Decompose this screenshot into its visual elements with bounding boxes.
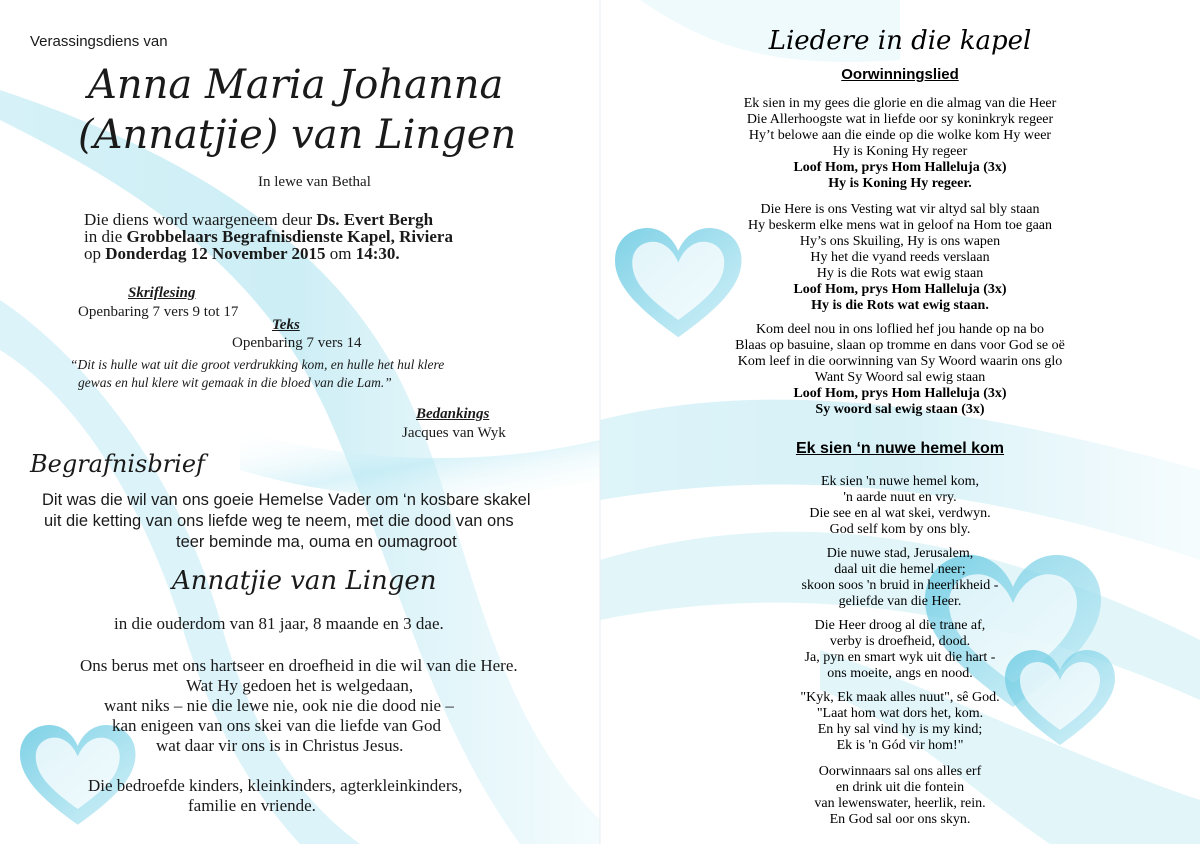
song-1-line: Kom leef in die oorwinning van Sy Woord waarin ons glo bbox=[737, 354, 1063, 369]
header-label: Verassingsdiens van bbox=[30, 33, 168, 50]
song-1-chorus: Sy woord sal ewig staan (3x) bbox=[815, 402, 985, 417]
letter-line: teer beminde ma, ouma en oumagroot bbox=[176, 533, 457, 551]
letter-heading: Begrafnisbrief bbox=[30, 450, 205, 478]
name-line-2: (Annatjie) van Lingen bbox=[78, 112, 517, 158]
quote-line-2: gewas en hul klere wit gemaak in die bloed van die Lam.” bbox=[78, 375, 392, 390]
letter-line: uit die ketting van ons liefde weg te neem, met die dood van ons bbox=[44, 512, 514, 530]
song-2-line: Die nuwe stad, Jerusalem, bbox=[826, 546, 974, 561]
song-1-title: Oorwinningslied bbox=[841, 66, 959, 83]
song-2-line: 'n aarde nuut en vry. bbox=[843, 490, 957, 505]
song-1-line: Kom deel nou in ons loflied hef jou hande op na bo bbox=[755, 322, 1045, 337]
song-2-line: En God sal oor ons skyn. bbox=[829, 812, 971, 827]
age-line: in die ouderdom van 81 jaar, 8 maande en 3 dae. bbox=[114, 614, 444, 633]
song-2-line: Ja, pyn en smart wyk uit die hart - bbox=[804, 650, 996, 665]
family-line: familie en vriende. bbox=[188, 796, 316, 815]
song-1-line: Hy’t belowe aan die einde op die wolke kom Hy weer bbox=[748, 128, 1052, 143]
song-2-line: verby is droefheid, dood. bbox=[829, 634, 971, 649]
comfort-line: kan enigeen van ons skei van die liefde van God bbox=[112, 716, 442, 735]
letter-line: Dit was die wil van ons goeie Hemelse Vader om ‘n kosbare skakel bbox=[42, 491, 531, 509]
right-page bbox=[600, 0, 1200, 844]
song-1-line: Hy het die vyand reeds verslaan bbox=[810, 250, 990, 265]
service-line-2: in die Grobbelaars Begrafnisdienste Kapel, Riviera bbox=[84, 227, 453, 246]
song-1-line: Ek sien in my gees die glorie en die almag van die Heer bbox=[743, 96, 1057, 111]
comfort-line: Wat Hy gedoen het is welgedaan, bbox=[186, 676, 414, 695]
song-1-chorus: Loof Hom, prys Hom Halleluja (3x) bbox=[793, 386, 1007, 401]
song-2-line: en drink uit die fontein bbox=[835, 780, 965, 795]
song-1-line: Hy is die Rots wat ewig staan bbox=[816, 266, 984, 281]
song-1-chorus: Hy is Koning Hy regeer. bbox=[828, 176, 972, 191]
family-line: Die bedroefde kinders, kleinkinders, agterkleinkinders, bbox=[88, 776, 463, 795]
song-2-line: skoon soos 'n bruid in heerlikheid - bbox=[801, 578, 999, 593]
comfort-line: wat daar vir ons is in Christus Jesus. bbox=[156, 736, 404, 755]
song-1-line: Hy’s ons Skuiling, Hy is ons wapen bbox=[799, 234, 1001, 249]
service-line-1: Die diens word waargeneem deur Ds. Evert Bergh bbox=[84, 210, 434, 229]
song-1-chorus: Loof Hom, prys Hom Halleluja (3x) bbox=[793, 160, 1007, 175]
name-line-1: Anna Maria Johanna bbox=[88, 62, 504, 108]
song-1-line: Die Here is ons Vesting wat vir altyd sal bly staan bbox=[760, 202, 1040, 217]
comfort-line: want niks – nie die lewe nie, ook nie die dood nie – bbox=[104, 696, 454, 715]
scripture-ref: Openbaring 7 vers 9 tot 17 bbox=[78, 304, 239, 320]
song-2-line: "Kyk, Ek maak alles nuut", sê God. bbox=[800, 690, 1000, 705]
song-1-line: Blaas op basuine, slaan op tromme en dans voor God se oë bbox=[735, 338, 1065, 353]
song-1-line: Die Allerhoogste wat in liefde oor sy koninkryk regeer bbox=[746, 112, 1054, 127]
text-ref: Openbaring 7 vers 14 bbox=[232, 335, 362, 351]
song-1-line: Hy is Koning Hy regeer bbox=[832, 144, 968, 159]
song-2-line: God self kom by ons bly. bbox=[829, 522, 971, 537]
service-line-3: op Donderdag 12 November 2015 om 14:30. bbox=[84, 244, 400, 263]
song-2-line: geliefde van die Heer. bbox=[838, 594, 962, 609]
comfort-line: Ons berus met ons hartseer en droefheid in die wil van die Here. bbox=[80, 656, 518, 675]
song-1-line: Want Sy Woord sal ewig staan bbox=[814, 370, 986, 385]
deceased-name: Annatjie van Lingen bbox=[172, 566, 437, 596]
quote-line-1: “Dit is hulle wat uit die groot verdrukking kom, en hulle het hul klere bbox=[70, 357, 445, 372]
thanks-name: Jacques van Wyk bbox=[402, 425, 506, 441]
scripture-heading: Skriflesing bbox=[128, 285, 196, 301]
thanks-heading: Bedankings bbox=[416, 406, 490, 422]
song-2-line: Die Heer droog al die trane af, bbox=[814, 618, 986, 633]
song-2-line: Ek sien 'n nuwe hemel kom, bbox=[820, 474, 980, 489]
song-2-title: Ek sien ‘n nuwe hemel kom bbox=[795, 440, 1005, 457]
song-1-chorus: Hy is die Rots wat ewig staan. bbox=[811, 298, 989, 313]
song-2-line: Die see en al wat skei, verdwyn. bbox=[809, 506, 991, 521]
residence: In lewe van Bethal bbox=[258, 174, 371, 190]
song-2-line: Ek is 'n Gód vir hom!" bbox=[836, 738, 964, 753]
songs-title: Liedere in die kapel bbox=[768, 26, 1032, 56]
song-2-line: "Laat hom wat dors het, kom. bbox=[816, 706, 984, 721]
song-2-line: van lewenswater, heerlik, rein. bbox=[814, 796, 986, 811]
song-2-line: daal uit die hemel neer; bbox=[834, 562, 966, 577]
song-2-line: En hy sal vind hy is my kind; bbox=[817, 722, 983, 737]
song-1-chorus: Loof Hom, prys Hom Halleluja (3x) bbox=[793, 282, 1007, 297]
text-heading: Teks bbox=[272, 317, 300, 333]
song-2-line: Oorwinnaars sal ons alles erf bbox=[818, 764, 982, 779]
song-2-line: ons moeite, angs en nood. bbox=[827, 666, 973, 681]
song-1-line: Hy beskerm elke mens wat in geloof na Hom toe gaan bbox=[747, 218, 1053, 233]
